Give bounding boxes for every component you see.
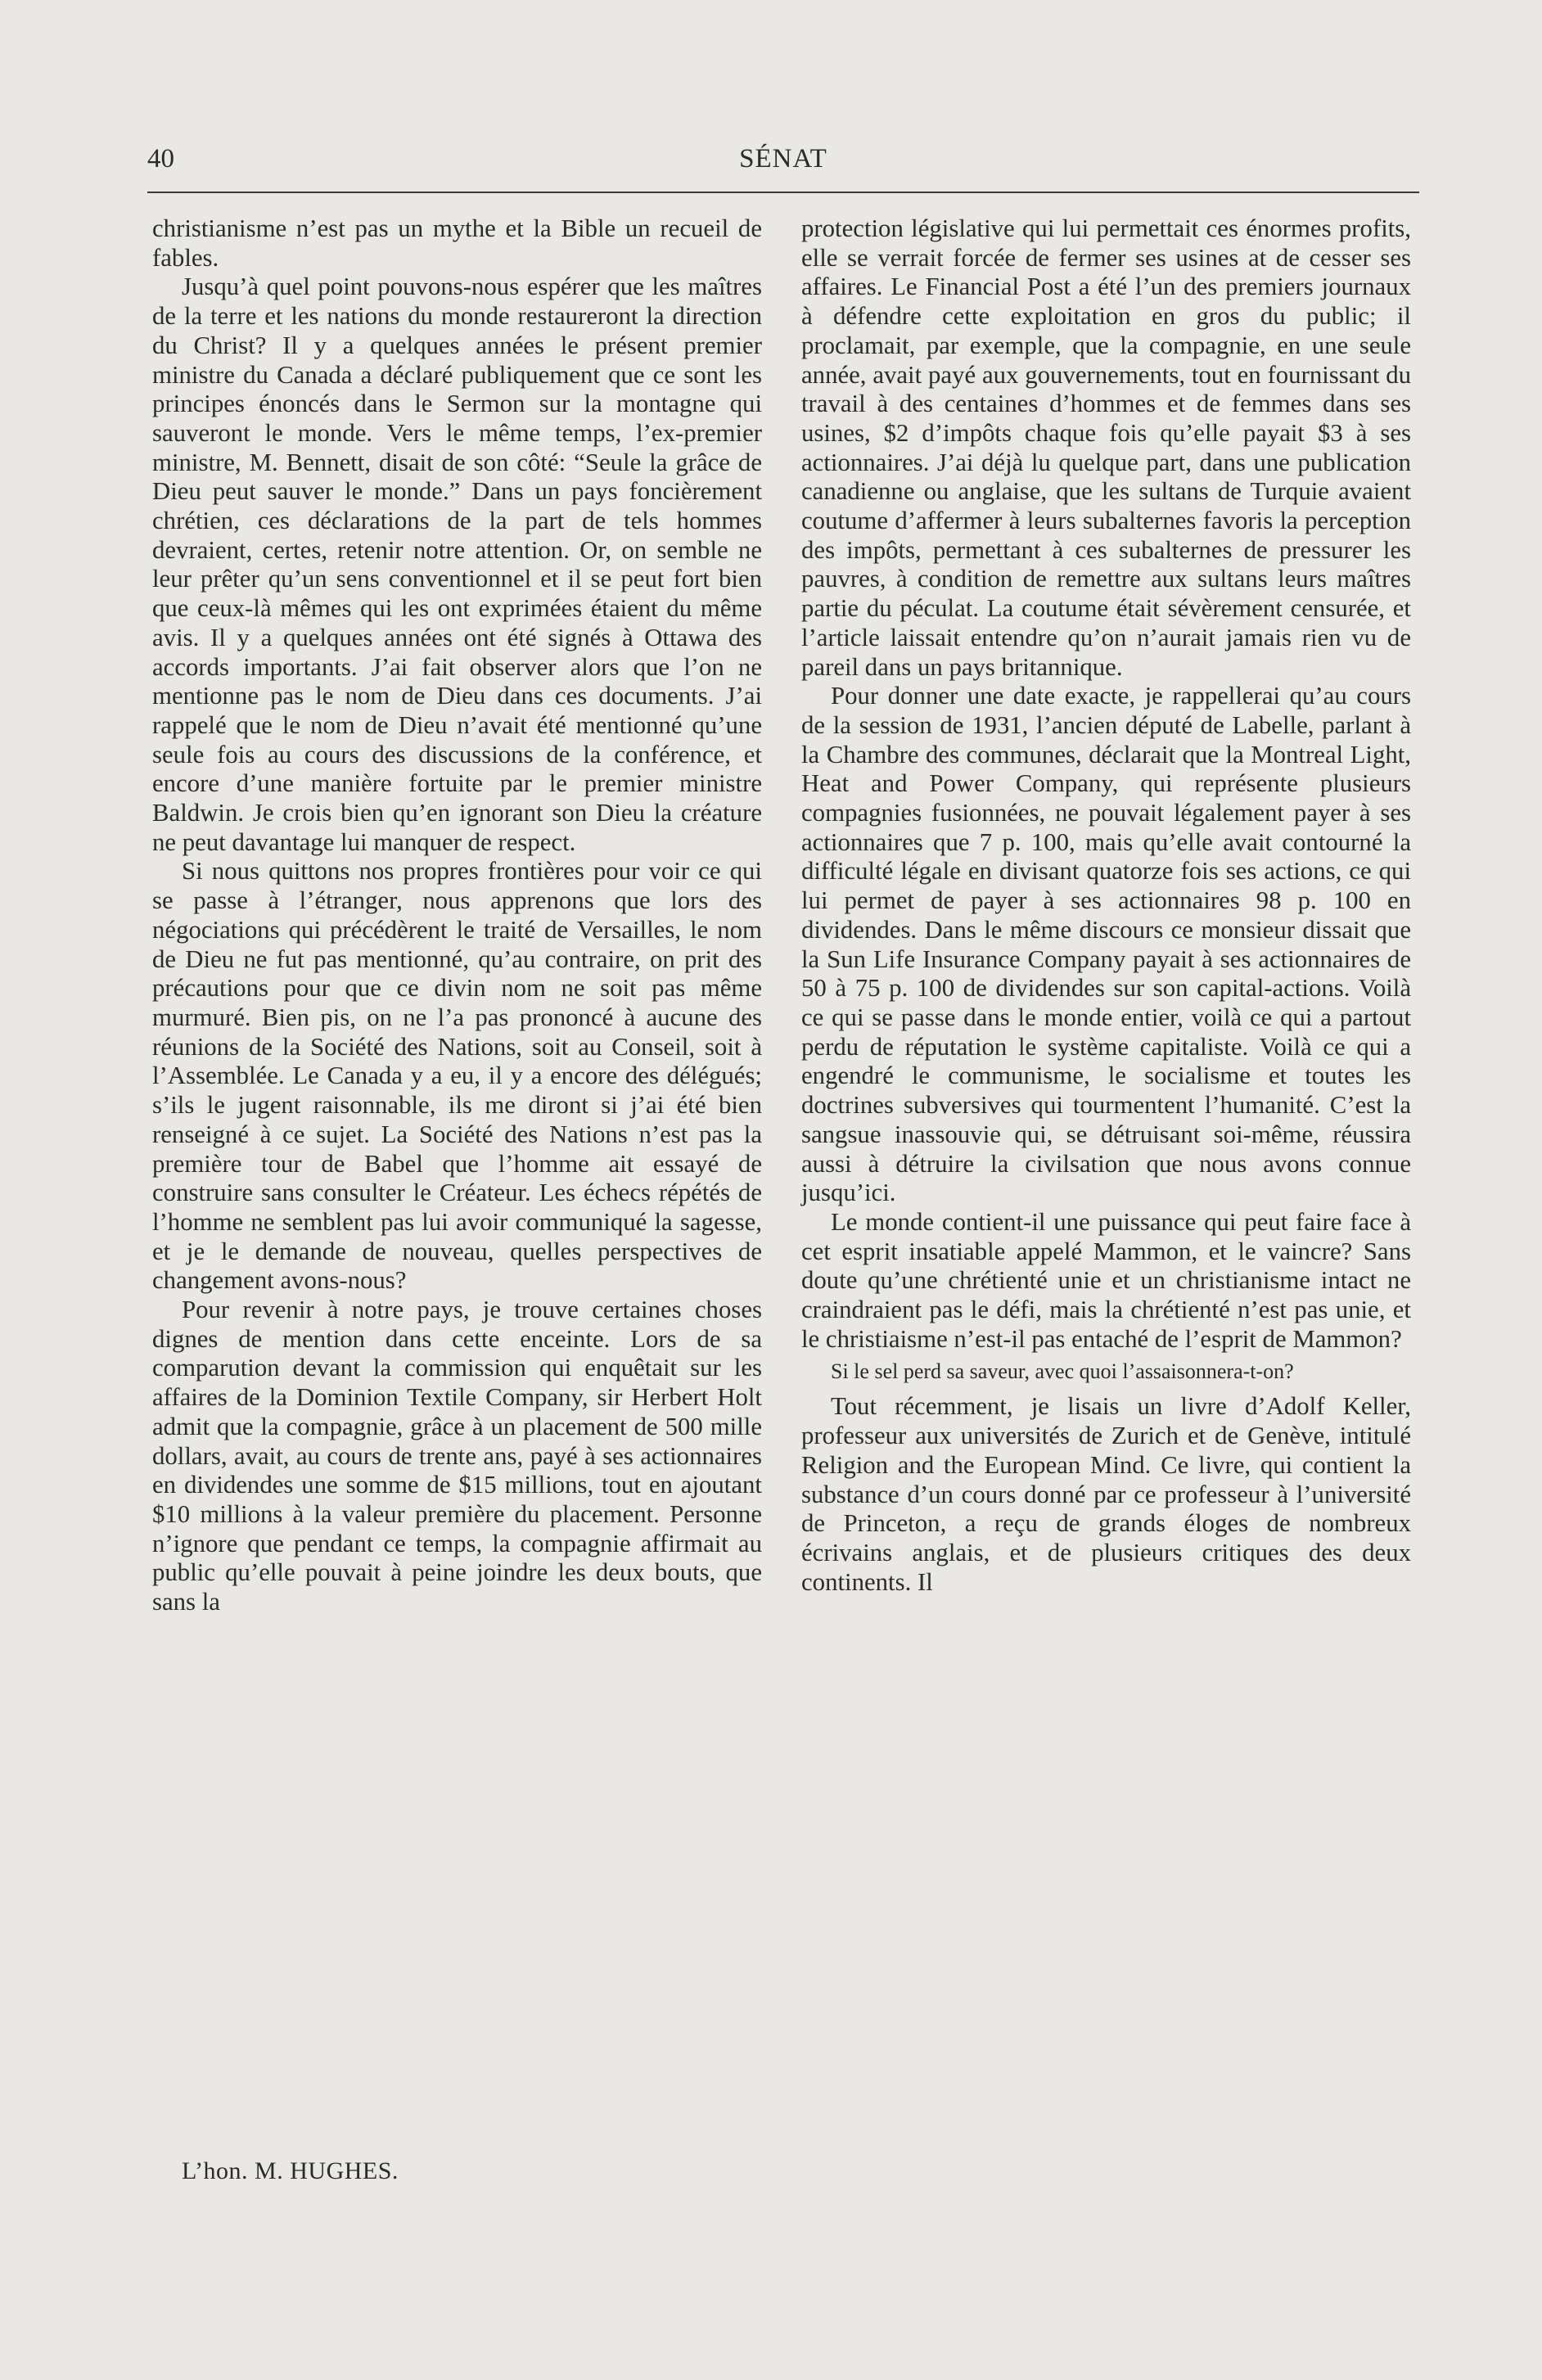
paragraph: Tout récemment, je lisais un livre d’Adolf Keller, professeur aux universités de Zurich et de Genève, intitulé Religion and the European Mind. Ce livre, qui contient la substance d’un cours donné par ce professeur à l’université de Princeton, a reçu de grands éloges de nombreux écrivains anglais, et de plusieurs critiques des deux continents. Il <box>801 1392 1411 1596</box>
paragraph: Jusqu’à quel point pouvons-nous espérer que les maîtres de la terre et les nations du monde restaureront la direction du Christ? Il y a quelques années le présent premier ministre du Canada a déclaré publiquement que ce sont les principes énoncés dans le Sermon sur la montagne qui sauveront le monde. Vers le même temps, l’ex-premier ministre, M. Bennett, disait de son côté: “Seule la grâce de Dieu peut sauver le monde.” Dans un pays foncièrement chrétien, ces déclarations de la part de tels hommes devraient, certes, retenir notre attention. Or, on semble ne leur prêter qu’un sens conventionnel et il se peut fort bien que ceux-là mêmes qui les ont exprimées étaient du même avis. Il y a quelques années ont été signés à Ottawa des accords importants. J’ai fait observer alors que l’on ne mentionne pas le nom de Dieu dans ces documents. J’ai rappelé que le nom de Dieu n’avait été mentionné qu’une seule fois au cours des discussions de la conférence, et encore d’une manière fortuite par le premier ministre Baldwin. Je crois bien qu’en ignorant son Dieu la créature ne peut davantage lui manquer de respect. <box>152 273 762 856</box>
paragraph: christianisme n’est pas un mythe et la Bible un recueil de fables. <box>152 214 762 272</box>
page-header <box>147 144 1419 180</box>
header-rule <box>147 192 1419 193</box>
running-head: SÉNAT <box>739 144 827 174</box>
speaker-name: L’hon. M. HUGHES. <box>182 2157 399 2184</box>
paragraph: Pour revenir à notre pays, je trouve certaines choses dignes de mention dans cette enceinte. Lors de sa comparution devant la commission qui enquêtait sur les affaires de la Dominion Textile Company, sir Herbert Holt admit que la compagnie, grâce à un placement de 500 mille dollars, avait, au cours de trente ans, payé à ses actionnaires en dividendes une somme de $15 millions, tout en ajoutant $10 millions à la valeur première du placement. Personne n’ignore que pendant ce temps, la compagnie affirmait au public qu’elle pouvait à peine joindre les deux bouts, que sans la <box>152 1296 762 1616</box>
paragraph: protection législative qui lui permettait ces énormes profits, elle se verrait forcée de fermer ses usines at de cesser ses affaires. Le Financial Post a été l’un des premiers journaux à défendre cette exploitation en gros du public; il proclamait, par exemple, que la compagnie, en une seule année, avait payé aux gouvernements, tout en fournissant du travail à des centaines d’hommes et de femmes dans ses usines, $2 d’impôts chaque fois qu’elle payait $3 à ses actionnaires. J’ai déjà lu quelque part, dans une publication canadienne ou anglaise, que les sultans de Turquie avaient coutume d’affermer à leurs subalternes favoris la perception des impôts, permettant à ces subalternes de pressurer les pauvres, à condition de remettre aux sultans leurs maîtres partie du péculat. La coutume était sévèrement censurée, et l’article laissait entendre qu’on n’aurait jamais rien vu de pareil dans un pays britannique. <box>801 214 1411 681</box>
right-column <box>801 214 1411 1597</box>
paragraph: Si nous quittons nos propres frontières pour voir ce qui se passe à l’étranger, nous apprenons que lors des négociations qui précédèrent le traité de Versailles, le nom de Dieu ne fut pas mentionné, qu’au contraire, on prit des précautions pour que ce divin nom ne soit pas même murmuré. Bien pis, on ne l’a pas prononcé à aucune des réunions de la Société des Nations, soit au Conseil, soit à l’Assemblée. Le Canada y a eu, il y a encore des délégués; s’ils le jugent raisonnable, ils me diront si j’ai été bien renseigné à ce sujet. La Société des Nations n’est pas la première tour de Babel que l’homme ait essayé de construire sans consulter le Créateur. Les échecs répétés de l’homme ne semblent pas lui avoir communiqué la sagesse, et je le demande de nouveau, quelles perspectives de changement avons-nous? <box>152 857 762 1295</box>
quotation: Si le sel perd sa saveur, avec quoi l’assaisonnera-t-on? <box>831 1359 1294 1384</box>
paragraph: Le monde contient-il une puissance qui peut faire face à cet esprit insatiable appelé Mammon, et le vaincre? Sans doute qu’une chrétienté unie et un christianisme intact ne craindraient pas le défi, mais la chrétienté n’est pas unie, et le christiaisme n’est-il pas entaché de l’esprit de Mammon? <box>801 1207 1411 1353</box>
paragraph: Pour donner une date exacte, je rappellerai qu’au cours de la session de 1931, l’ancien député de Labelle, parlant à la Chambre des communes, déclarait que la Montreal Light, Heat and Power Company, qui représente plusieurs compagnies fusionnées, ne pouvait légalement payer à ses actionnaires que 7 p. 100, mais qu’elle avait contourné la difficulté légale en divisant quatorze fois ses actions, ce qui lui permet de payer à ses actionnaires 98 p. 100 en dividendes. Dans le même discours ce monsieur dissait que la Sun Life Insurance Company payait à ses actionnaires de 50 à 75 p. 100 de dividendes sur son capital-actions. Voilà ce qui se passe dans le monde entier, voilà ce qui a partout perdu de réputation le système capitaliste. Voilà ce qui a engendré le communisme, le socialisme et toutes les doctrines subversives qui tourmentent l’humanité. C’est la sangsue inassouvie qui, se détruisant soi-même, réussira aussi à détruire la civilsation que nous avons connue jusqu’ici. <box>801 682 1411 1207</box>
page-number: 40 <box>147 144 174 174</box>
left-column <box>152 214 762 1617</box>
